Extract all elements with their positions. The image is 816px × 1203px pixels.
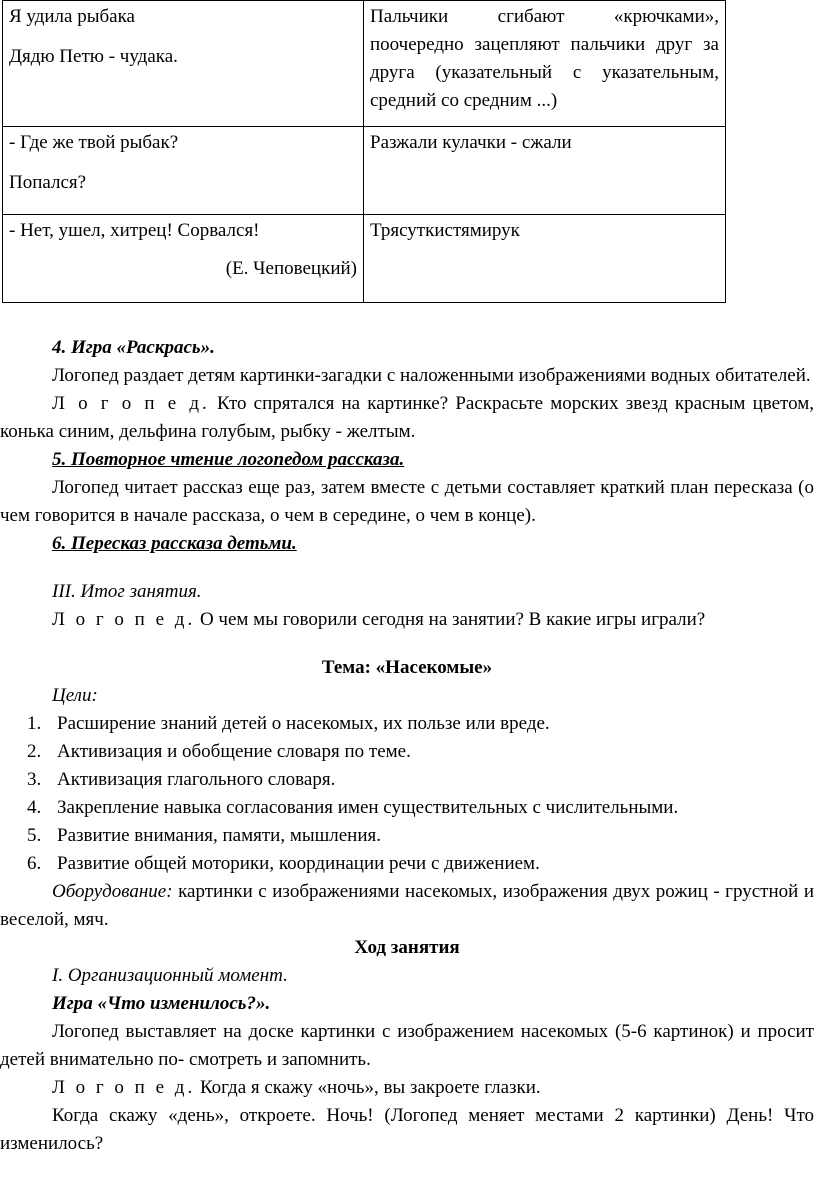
movement-text: Пальчики сгибают «крючками», поочередно зацепляют пальчики друг за друга (указательный с указательным, средний со средним ...) (370, 6, 719, 111)
speaker-label: Л о г о п е д. (52, 393, 210, 414)
equipment-text: картинки с изображениями насекомых, изображения двух рожиц - грустной и веселой, мяч. (0, 881, 814, 930)
list-item (27, 766, 814, 794)
paragraph: Логопед раздает детям картинки-загадки с наложенными изображениями водных обитателей. (52, 365, 811, 386)
list-number: 4. (27, 797, 42, 818)
paragraph (0, 1074, 814, 1102)
verse-line: - Нет, ушел, хитрец! Сорвался! (9, 220, 260, 241)
section-heading: 4. Игра «Раскрась». (52, 337, 215, 358)
list-text: Закрепление навыка согласования имен существительных с числительными. (57, 797, 679, 818)
paragraph-text: О чем мы говорили сегодня на занятии? В какие игры играли? (195, 609, 706, 630)
list-number: 3. (27, 769, 42, 790)
verse-line: Дядю Петю - чудака. (9, 46, 178, 67)
speaker-label: Л о г о п е д. (52, 609, 196, 630)
verse-line: - Где же твой рыбак? (9, 132, 179, 153)
poem-table (2, 0, 726, 303)
list-text: Расширение знаний детей о насекомых, их пользе или вреде. (57, 713, 550, 734)
equipment-label: Оборудование: (52, 881, 173, 902)
document-body (0, 334, 814, 1158)
list-item (27, 794, 814, 822)
table-cell-verse (3, 215, 364, 303)
speaker-label: Л о г о п е д. (52, 1077, 196, 1098)
list-number: 6. (27, 853, 42, 874)
table-cell-verse (3, 127, 364, 215)
list-number: 2. (27, 741, 42, 762)
paragraph: Логопед выставляет на доске картинки с изображением насекомых (5-6 картинок) и просит детей внимательно по- смотреть и запомнить. (0, 1021, 814, 1070)
list-text: Развитие общей моторики, координации речи с движением. (57, 853, 540, 874)
verse-line: Попался? (9, 172, 87, 193)
paragraph-text: Когда я скажу «ночь», вы закроете глазки. (195, 1077, 541, 1098)
paragraph (0, 390, 814, 446)
list-item (27, 850, 814, 878)
list-item (27, 822, 814, 850)
paragraph (0, 606, 814, 634)
list-number: 1. (27, 713, 42, 734)
table-row (3, 1, 726, 127)
section-heading: I. Организационный момент. (52, 965, 288, 986)
verse-author: (Е. Чеповецкий) (225, 258, 357, 279)
table-cell-movement (364, 127, 726, 215)
game-heading: Игра «Что изменилось?». (52, 993, 271, 1014)
table-cell-movement (364, 215, 726, 303)
list-number: 5. (27, 825, 42, 846)
paragraph: Когда скажу «день», откроете. Ночь! (Логопед меняет местами 2 картинки) День! Что изменилось? (0, 1105, 814, 1154)
list-text: Развитие внимания, памяти, мышления. (57, 825, 382, 846)
table-cell-verse (3, 1, 364, 127)
goals-label: Цели: (52, 685, 98, 706)
list-text: Активизация и обобщение словаря по теме. (57, 741, 411, 762)
section-heading: 6. Пересказ рассказа детьми. (52, 533, 297, 554)
paragraph: Логопед читает рассказ еще раз, затем вместе с детьми составляет краткий план пересказа (о чем говорится в начале рассказа, о чем в середине, о чем в конце). (0, 477, 814, 526)
list-item (27, 710, 814, 738)
equipment-paragraph (0, 878, 814, 934)
section-heading: 5. Повторное чтение логопедом рассказа. (52, 449, 405, 470)
verse-line: Я удила рыбака (9, 6, 135, 27)
list-item (27, 738, 814, 766)
goals-list (0, 710, 814, 878)
paragraph-text: Кто спрятался на картинке? Раскрасьте морских звезд красным цветом, конька синим, дельфина голубым, рыбку - желтым. (0, 393, 814, 442)
section-heading: III. Итог занятия. (52, 581, 202, 602)
table-cell-movement (364, 1, 726, 127)
table-row (3, 127, 726, 215)
list-text: Активизация глагольного словаря. (57, 769, 336, 790)
movement-text: Разжали кулачки - сжали (370, 132, 572, 153)
lesson-title: Ход занятия (354, 937, 460, 958)
movement-text: Трясуткистямирук (370, 220, 520, 241)
table-row (3, 215, 726, 303)
topic-title: Тема: «Насекомые» (321, 657, 493, 678)
